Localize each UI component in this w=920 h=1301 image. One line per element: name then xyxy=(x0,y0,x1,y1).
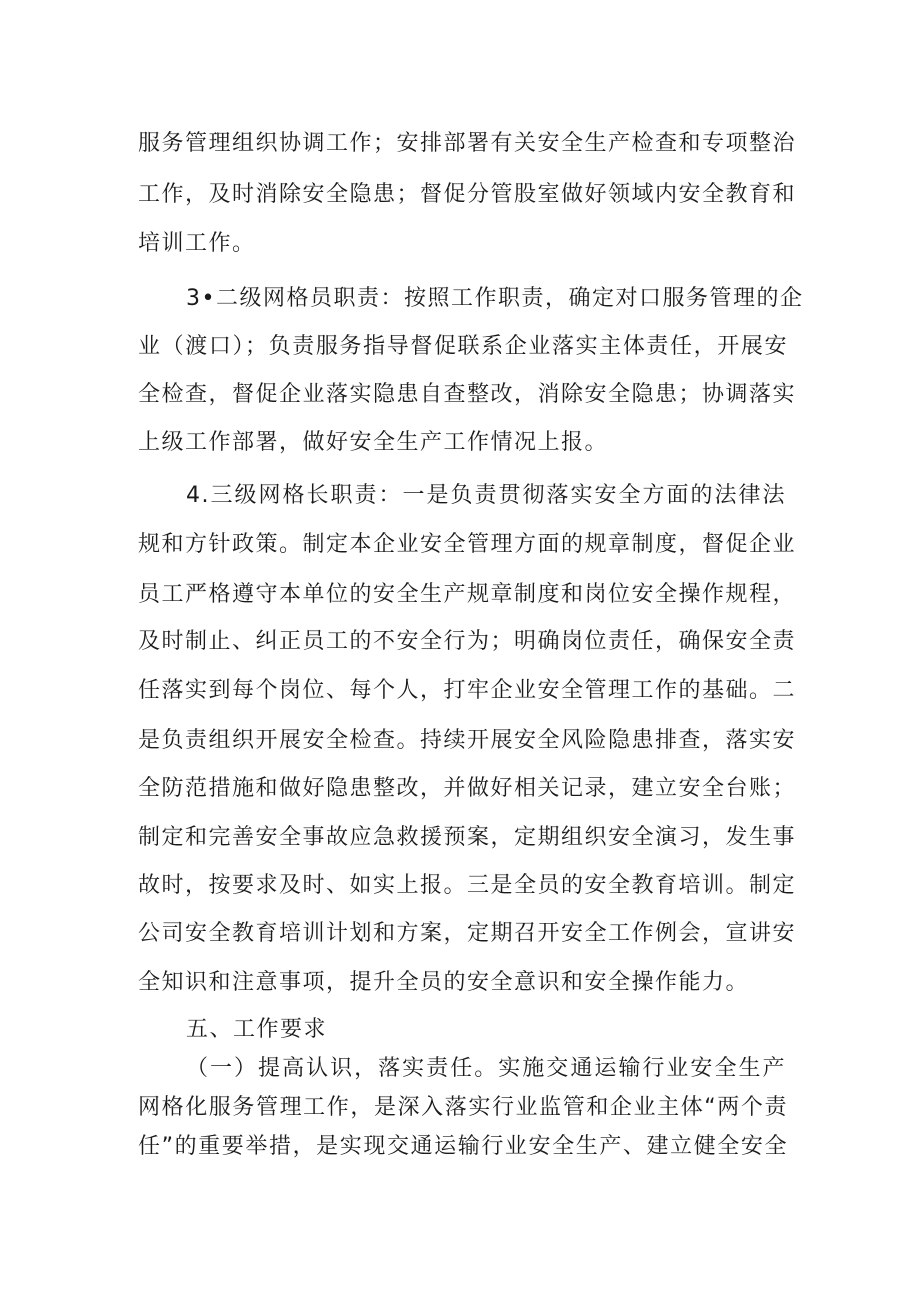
text-line-10: 员工严格遵守本单位的安全生产规章制度和岗位安全操作规程， xyxy=(138,582,797,607)
text-line-3: 培训工作。 xyxy=(138,231,256,256)
text-line-18: 全知识和注意事项，提升全员的安全意识和安全操作能力。 xyxy=(138,970,750,995)
text-line-12: 任落实到每个岗位、每个人，打牢企业安全管理工作的基础。二 xyxy=(138,678,797,703)
text-line-7: 上级工作部署，做好安全生产工作情况上报。 xyxy=(138,430,609,455)
text-line-4: 3•二级网格员职责：按照工作职责，确定对口服务管理的企 xyxy=(186,286,804,311)
text-line-20: （一）提高认识，落实责任。实施交通运输行业安全生产 xyxy=(186,1056,786,1081)
text-line-17: 公司安全教育培训计划和方案，定期召开安全工作例会，宣讲安 xyxy=(138,921,797,946)
text-line-15: 制定和完善安全事故应急救援预案，定期组织安全演习，发生事 xyxy=(138,825,797,850)
section-heading: 五、工作要求 xyxy=(186,1017,328,1042)
text-line-22: 任”的重要举措，是实现交通运输行业安全生产、建立健全安全 xyxy=(138,1134,788,1159)
text-line-8: 4.三级网格长职责：一是负责贯彻落实安全方面的法律法 xyxy=(186,483,786,508)
text-line-13: 是负责组织开展安全检查。持续开展安全风险隐患排查，落实安 xyxy=(138,728,797,753)
text-line-16: 故时，按要求及时、如实上报。三是全员的安全教育培训。制定 xyxy=(138,873,797,898)
text-line-1: 服务管理组织协调工作；安排部署有关安全生产检查和专项整治 xyxy=(138,131,797,156)
text-line-5: 业（渡口）；负责服务指导督促联系企业落实主体责任，开展安 xyxy=(138,334,788,359)
text-line-2: 工作，及时消除安全隐患；督促分管股室做好领域内安全教育和 xyxy=(138,182,797,207)
text-line-11: 及时制止、纠正员工的不安全行为；明确岗位责任，确保安全责 xyxy=(138,629,797,654)
text-line-14: 全防范措施和做好隐患整改，并做好相关记录，建立安全台账； xyxy=(138,776,797,801)
text-line-6: 全检查，督促企业落实隐患自查整改，消除安全隐患；协调落实 xyxy=(138,382,797,407)
text-line-9: 规和方针政策。制定本企业安全管理方面的规章制度，督促企业 xyxy=(138,532,797,557)
text-line-21: 网格化服务管理工作，是深入落实行业监管和企业主体“两个责 xyxy=(138,1095,788,1120)
